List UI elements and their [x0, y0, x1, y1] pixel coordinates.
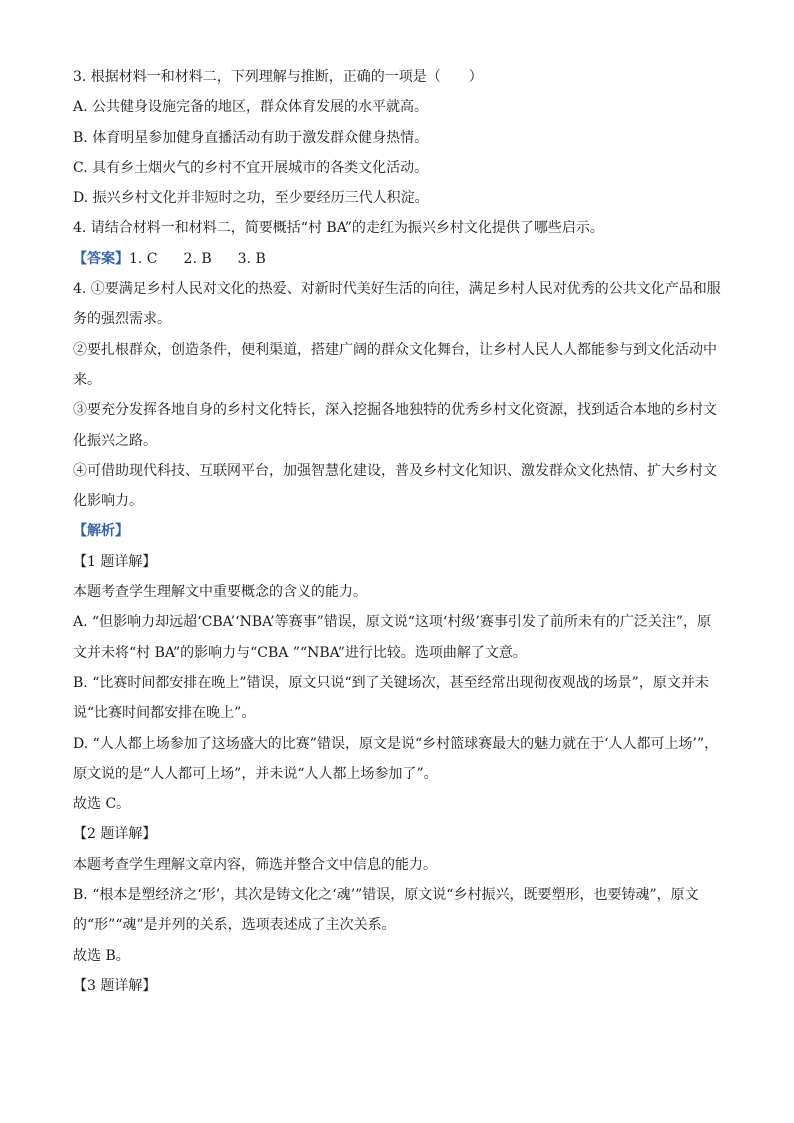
document-body	[73, 62, 723, 1001]
analysis-q2-title: 【2 题详解】	[73, 826, 157, 843]
question-3-stem: 3. 根据材料一和材料二，下列理解与推断，正确的一项是（ ）	[73, 69, 483, 85]
question-3-option-a: A. 公共健身设施完备的地区，群众体育发展的水平就高。	[73, 99, 429, 116]
analysis-tag: 【解析】	[73, 523, 129, 540]
question-3-option-b: B. 体育明星参加健身直播活动有助于激发群众健身热情。	[73, 129, 429, 146]
analysis-q1-item-b: B. “比赛时间都安排在晚上”错误，原文只说“到了关键场次，甚至经常出现彻夜观战的场景”，原文并未说“比赛时间都安排在晚上”。	[73, 674, 709, 722]
analysis-q1-item-d: D. “人人都上场参加了这场盛大的比赛”错误，原文是说“乡村篮球赛最大的魅力就在于‘人人都可上场’”，原文说的是“人人都可上场”，并未说“人人都上场参加了”。	[73, 735, 719, 782]
analysis-q3-title: 【3 题详解】	[73, 977, 157, 994]
question-3-option-d: D. 振兴乡村文化并非短时之功，至少要经历三代人积淀。	[73, 190, 429, 207]
analysis-q1-conclusion: 故选 C。	[73, 796, 131, 813]
answer-4-point-2: ②要扎根群众，创造条件，便利渠道，搭建广阔的群众文化舞台，让乡村人民人人都能参与到文化活动中来。	[73, 341, 717, 388]
analysis-q2-intro: 本题考查学生理解文章内容，筛选并整合文中信息的能力。	[73, 856, 437, 873]
answer-4-point-1: 4. ①要满足乡村人民对文化的热爱、对新时代美好生活的向往，满足乡村人民对优秀的公共文化产品和服务的强烈需求。	[73, 281, 721, 328]
answer-4-point-4: ④可借助现代科技、互联网平台，加强智慧化建设，普及乡村文化知识、激发群众文化热情、扩大乡村文化影响力。	[73, 462, 717, 510]
answer-3: 3. B	[237, 250, 266, 267]
analysis-q1-title: 【1 题详解】	[73, 553, 157, 570]
answer-1: 1. C	[129, 250, 158, 267]
answer-row	[73, 244, 723, 274]
answer-2: 2. B	[183, 250, 212, 267]
answer-4-point-3: ③要充分发挥各地自身的乡村文化特长，深入挖掘各地独特的优秀乡村文化资源，找到适合本地的乡村文化振兴之路。	[73, 402, 717, 449]
question-3-option-c: C. 具有乡土烟火气的乡村不宜开展城市的各类文化活动。	[73, 159, 429, 176]
question-4-stem: 4. 请结合材料一和材料二，简要概括“村 BA”的走红为振兴乡村文化提供了哪些启示。	[73, 220, 604, 237]
analysis-q2-conclusion: 故选 B。	[73, 947, 130, 964]
analysis-q1-intro: 本题考查学生理解文中重要概念的含义的能力。	[73, 584, 367, 601]
analysis-q1-item-a: A. “但影响力却远超‘CBA’‘NBA’等赛事”错误，原文说“这项‘村级’赛事引发了前所未有的广泛关注”，原文并未将“村 BA”的影响力与“CBA ”“NBA”进行比较。选项曲解了文意。	[73, 614, 711, 661]
answer-tag: 【答案】	[73, 250, 129, 267]
analysis-q2-item-b: B. “根本是塑经济之‘形’，其次是铸文化之‘魂’”错误，原文说“乡村振兴，既要塑形，也要铸魂”，原文的“形”“魂”是并列的关系，选项表述成了主次关系。	[73, 887, 699, 934]
